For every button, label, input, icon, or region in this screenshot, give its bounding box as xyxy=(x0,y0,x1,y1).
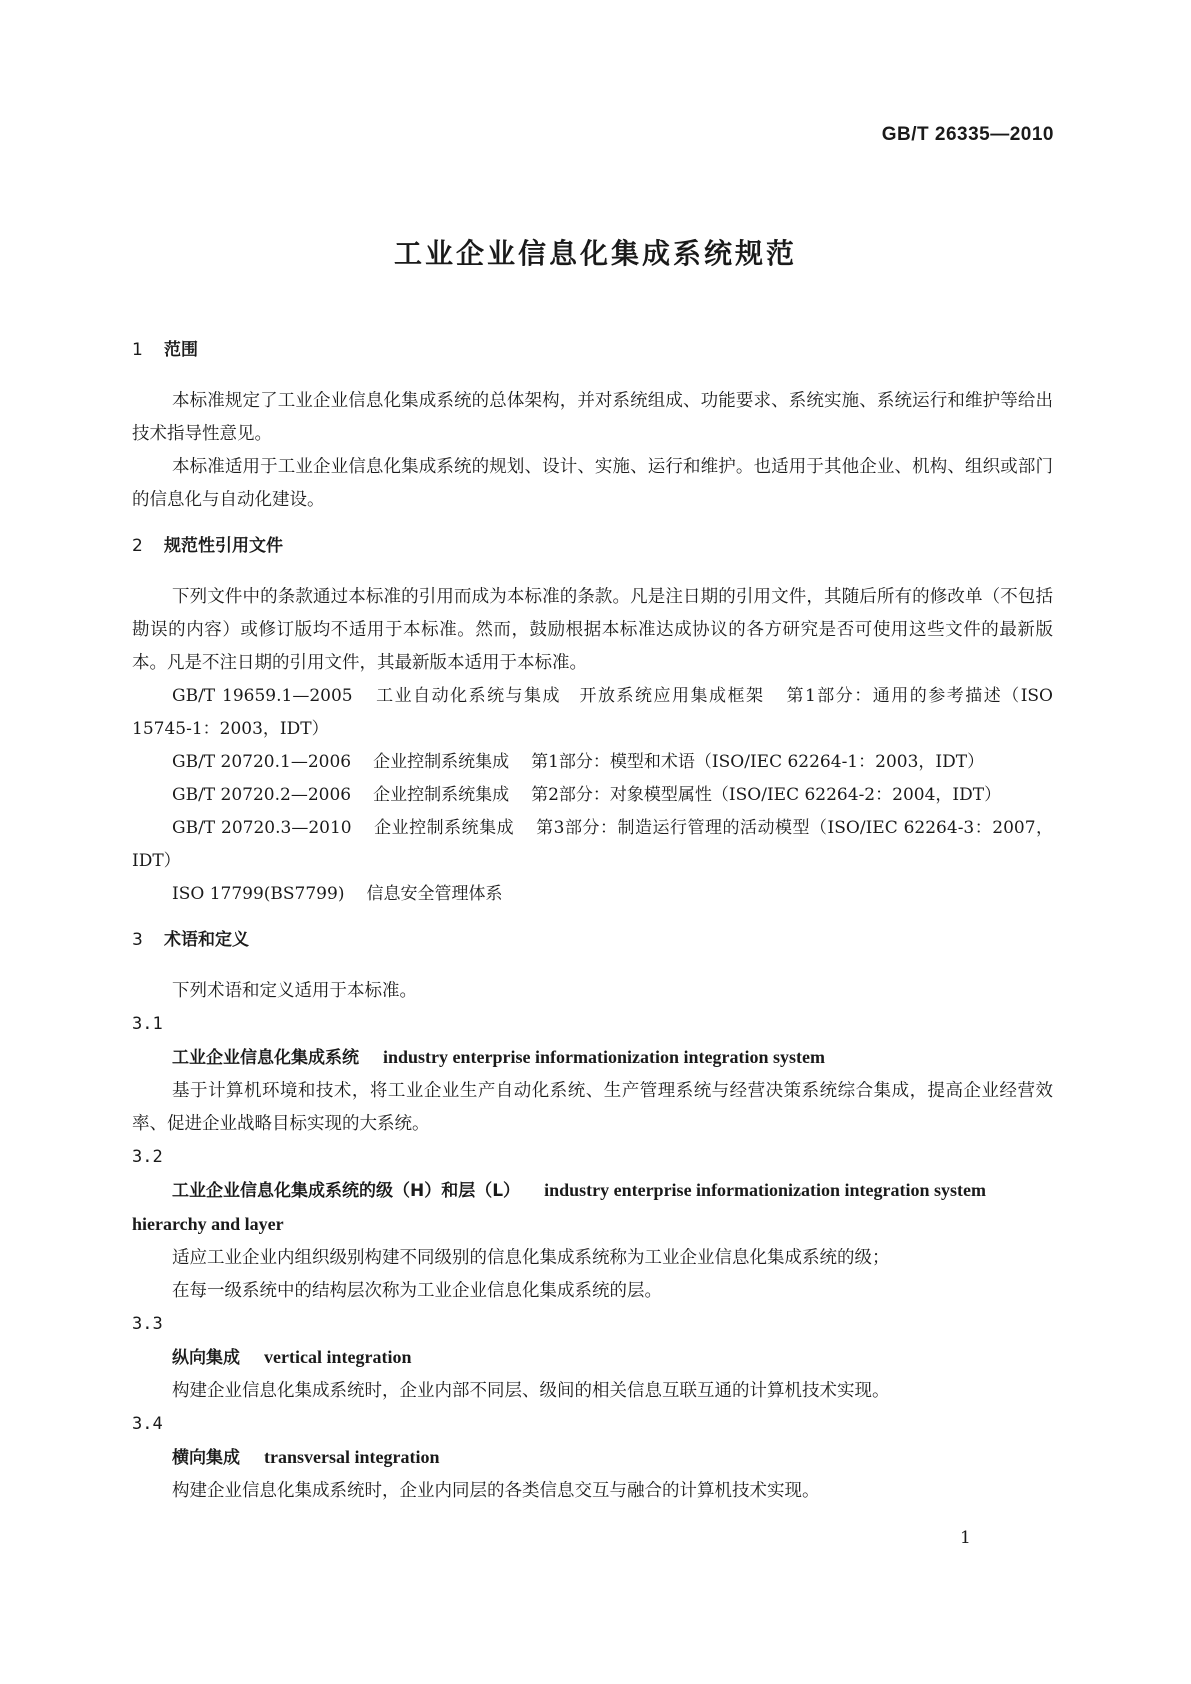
term-definition: 构建企业信息化集成系统时，企业内部不同层、级间的相关信息互联互通的计算机技术实现。 xyxy=(172,1381,890,1401)
reference-item: ISO 17799(BS7799) 信息安全管理体系 xyxy=(172,884,503,904)
page-number: 1 xyxy=(960,1528,971,1548)
section-1-paragraph: 本标准适用于工业企业信息化集成系统的规划、设计、实施、运行和维护。也适用于其他企业、机构、组织或部门的信息化与自动化建设。 xyxy=(132,457,1053,510)
section-1-paragraph: 本标准规定了工业企业信息化集成系统的总体架构，并对系统组成、功能要求、系统实施、系统运行和维护等给出技术指导性意见。 xyxy=(132,391,1053,444)
term-definition: 构建企业信息化集成系统时，企业内同层的各类信息交互与融合的计算机技术实现。 xyxy=(172,1481,820,1501)
section-1-heading: 1 范围 xyxy=(132,340,198,360)
section-2-heading: 2 规范性引用文件 xyxy=(132,536,283,556)
reference-item: GB/T 20720.1—2006 企业控制系统集成 第1部分：模型和术语（ISO/IEC 62264-1：2003，IDT） xyxy=(172,752,985,772)
section-3-heading: 3 术语和定义 xyxy=(132,930,249,950)
term-definition: 在每一级系统中的结构层次称为工业企业信息化集成系统的层。 xyxy=(172,1281,662,1301)
term-number: 3.2 xyxy=(132,1147,163,1167)
document-title: 工业企业信息化集成系统规范 xyxy=(393,237,797,270)
term-number: 3.1 xyxy=(132,1014,163,1034)
term-heading: 工业企业信息化集成系统 industry enterprise informationization integration system xyxy=(172,1047,825,1068)
term-definition: 适应工业企业内组织级别构建不同级别的信息化集成系统称为工业企业信息化集成系统的级； xyxy=(172,1248,890,1268)
term-heading: 横向集成 transversal integration xyxy=(172,1447,440,1468)
term-number: 3.4 xyxy=(132,1414,163,1434)
term-heading: 工业企业信息化集成系统的级（H）和层（L） industry enterprise informationization integration system hierarchy and layer xyxy=(132,1180,987,1234)
document-body xyxy=(132,335,1053,1508)
section-2-intro: 下列文件中的条款通过本标准的引用而成为本标准的条款。凡是注日期的引用文件，其随后所有的修改单（不包括勘误的内容）或修订版均不适用于本标准。然而，鼓励根据本标准达成协议的各方研究是否可使用这些文件的最新版本。凡是不注日期的引用文件，其最新版本适用于本标准。 xyxy=(132,587,1053,673)
reference-item: GB/T 20720.3—2010 企业控制系统集成 第3部分：制造运行管理的活动模型（ISO/IEC 62264-3：2007，IDT） xyxy=(132,818,1054,871)
section-3-intro: 下列术语和定义适用于本标准。 xyxy=(172,981,417,1001)
term-number: 3.3 xyxy=(132,1314,163,1334)
standard-code: GB/T 26335—2010 xyxy=(881,124,1054,145)
reference-item: GB/T 19659.1—2005 工业自动化系统与集成 开放系统应用集成框架 第1部分：通用的参考描述（ISO 15745-1：2003，IDT） xyxy=(132,686,1053,739)
reference-item: GB/T 20720.2—2006 企业控制系统集成 第2部分：对象模型属性（ISO/IEC 62264-2：2004，IDT） xyxy=(172,785,1002,805)
term-heading: 纵向集成 vertical integration xyxy=(172,1347,412,1368)
term-definition: 基于计算机环境和技术，将工业企业生产自动化系统、生产管理系统与经营决策系统综合集成，提高企业经营效率、促进企业战略目标实现的大系统。 xyxy=(132,1081,1053,1134)
